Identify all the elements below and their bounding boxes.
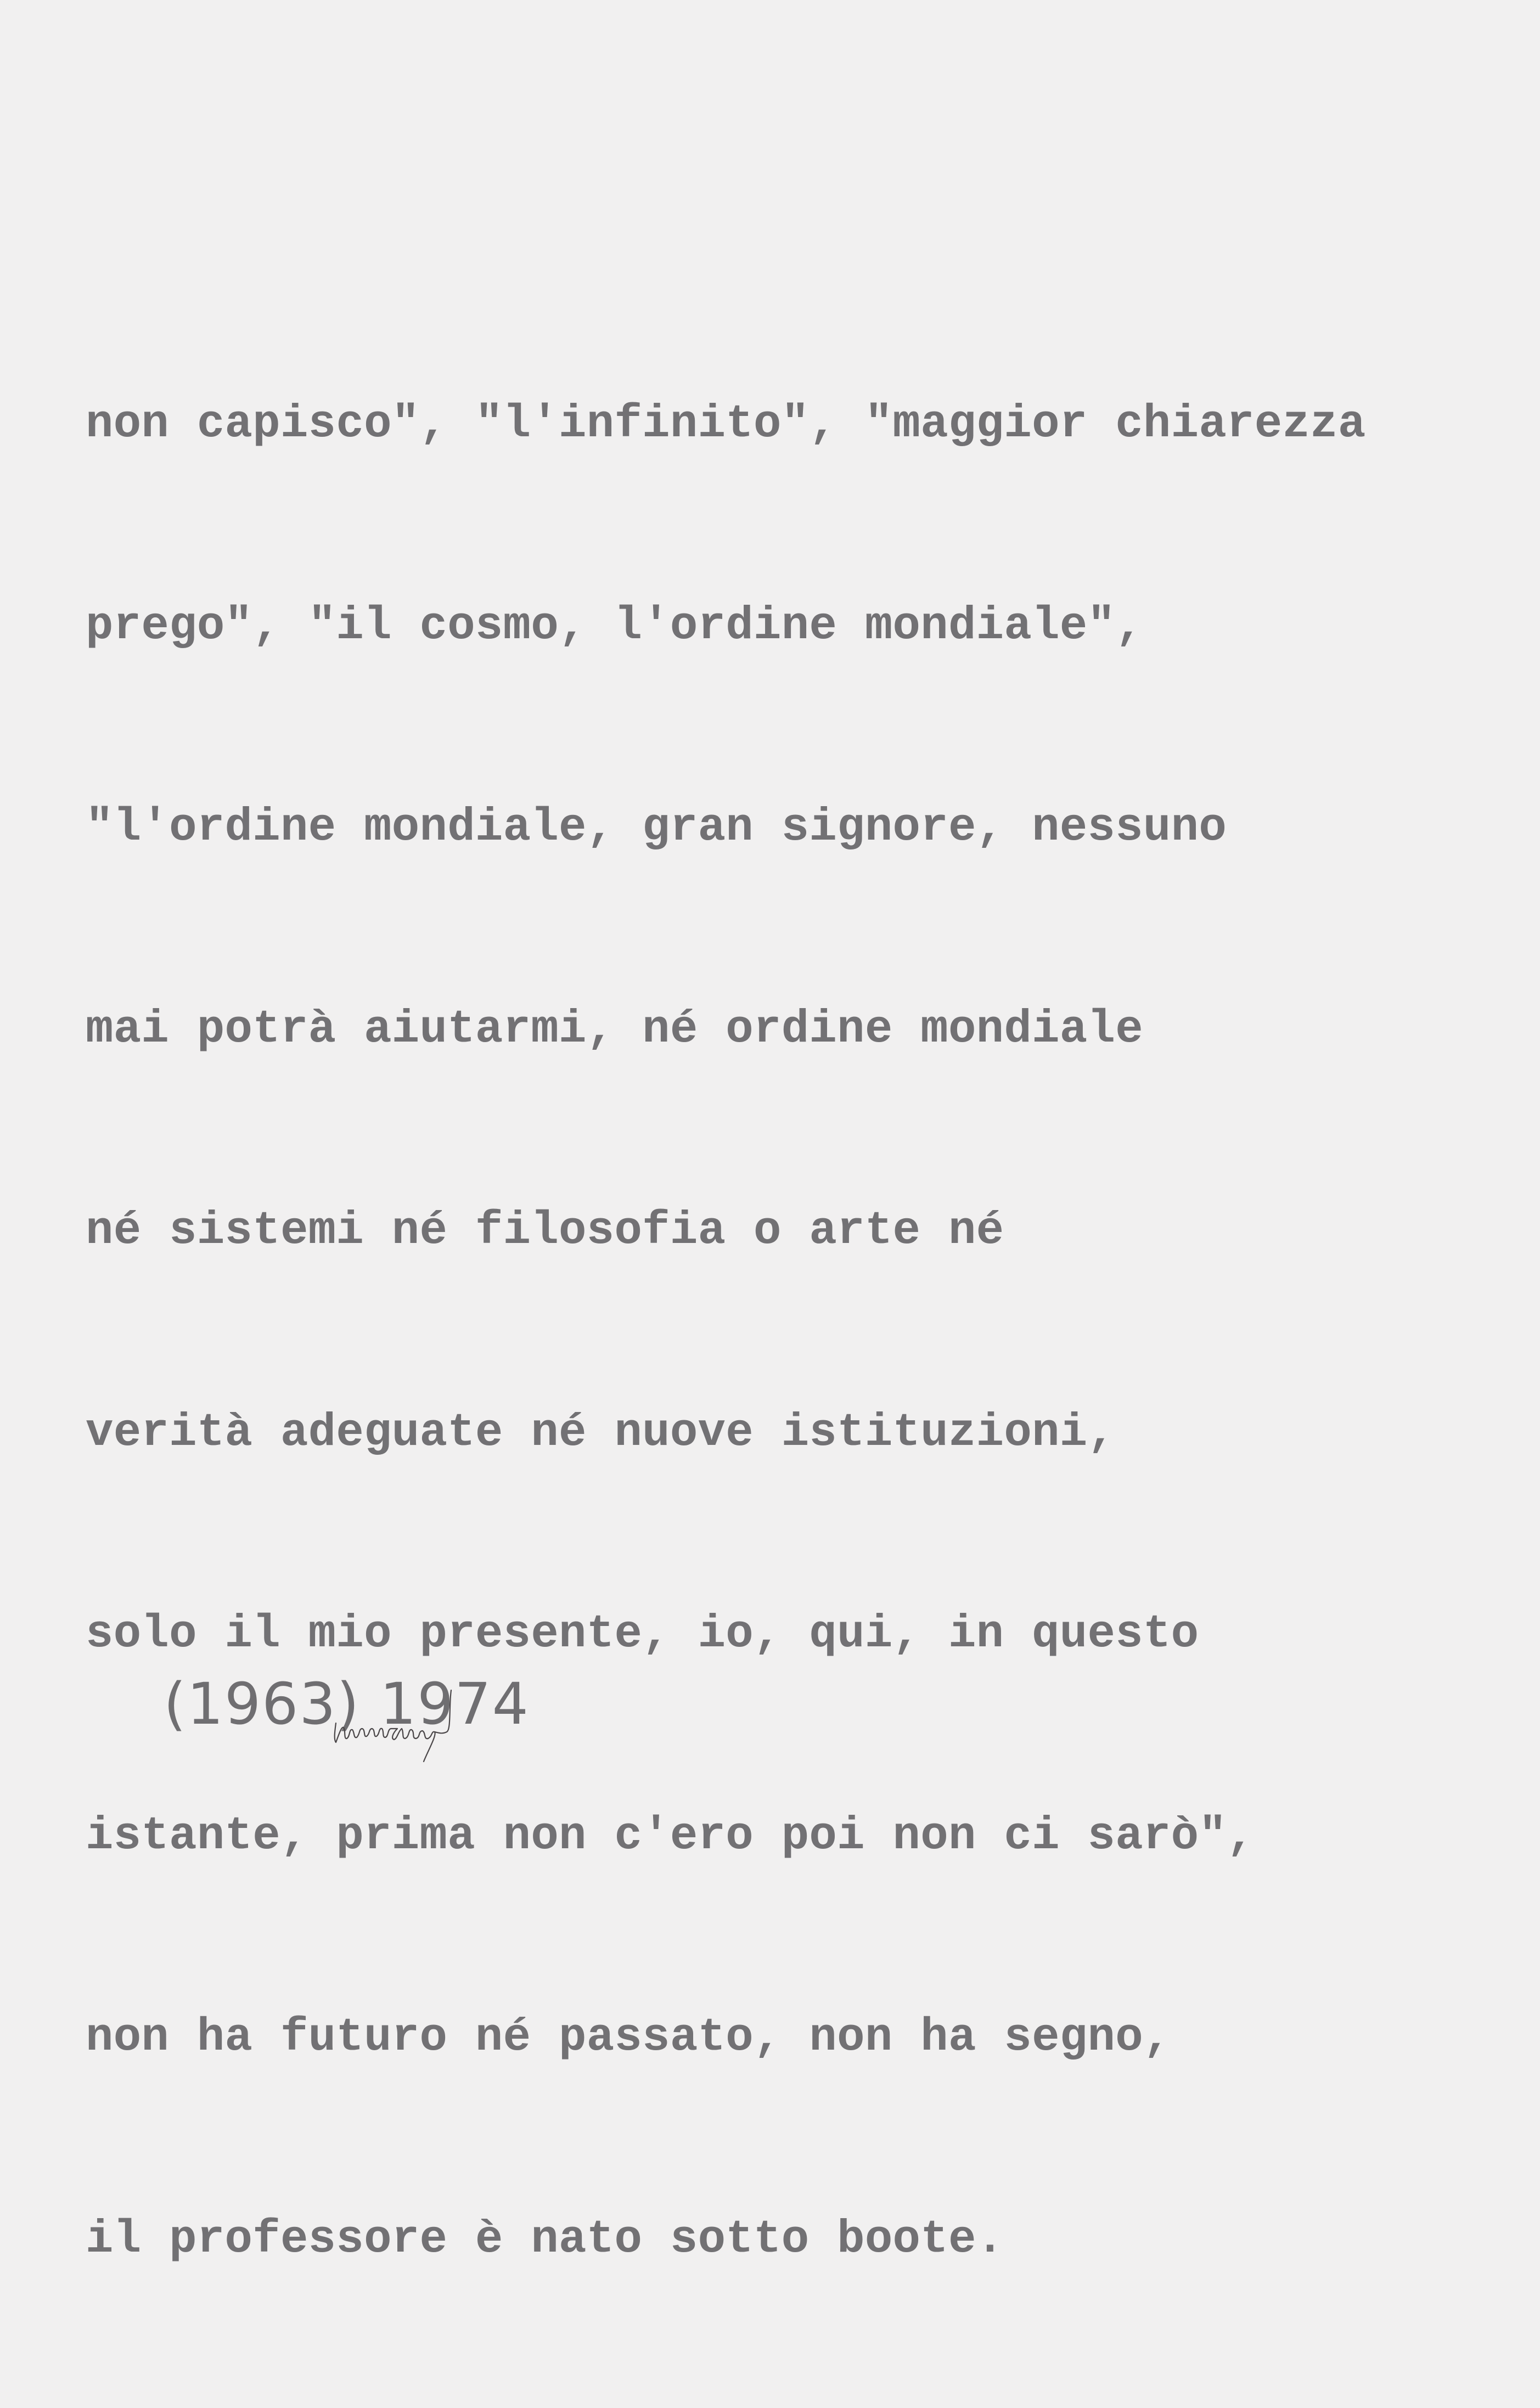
poem-line: non ha futuro né passato, non ha segno,	[86, 2012, 1171, 2064]
poem-line: non capisco", "l'infinito", "maggior chiarezza	[86, 398, 1366, 451]
poem-line: "l'ordine mondiale, gran signore, nessuno	[86, 802, 1227, 854]
typewritten-poem	[86, 257, 1366, 2408]
date-original: (1963)	[164, 1670, 361, 1737]
poem-line: istante, prima non c'ero poi non ci sarò",	[86, 1810, 1255, 1863]
date-final: 1974	[380, 1670, 530, 1737]
poem-line: verità adeguate né nuove istituzioni,	[86, 1406, 1116, 1459]
poem-line: mai potrà aiutarmi, né ordine mondiale	[86, 1003, 1143, 1056]
poem-line: prego", "il cosmo, l'ordine mondiale",	[86, 600, 1143, 652]
poem-line: solo il mio presente, io, qui, in questo	[86, 1608, 1199, 1661]
poem-line: né sistemi né filosofia o arte né	[86, 1205, 1004, 1257]
poem-line: il professore è nato sotto boote.	[86, 2213, 1004, 2266]
signature-icon	[329, 1685, 527, 1778]
